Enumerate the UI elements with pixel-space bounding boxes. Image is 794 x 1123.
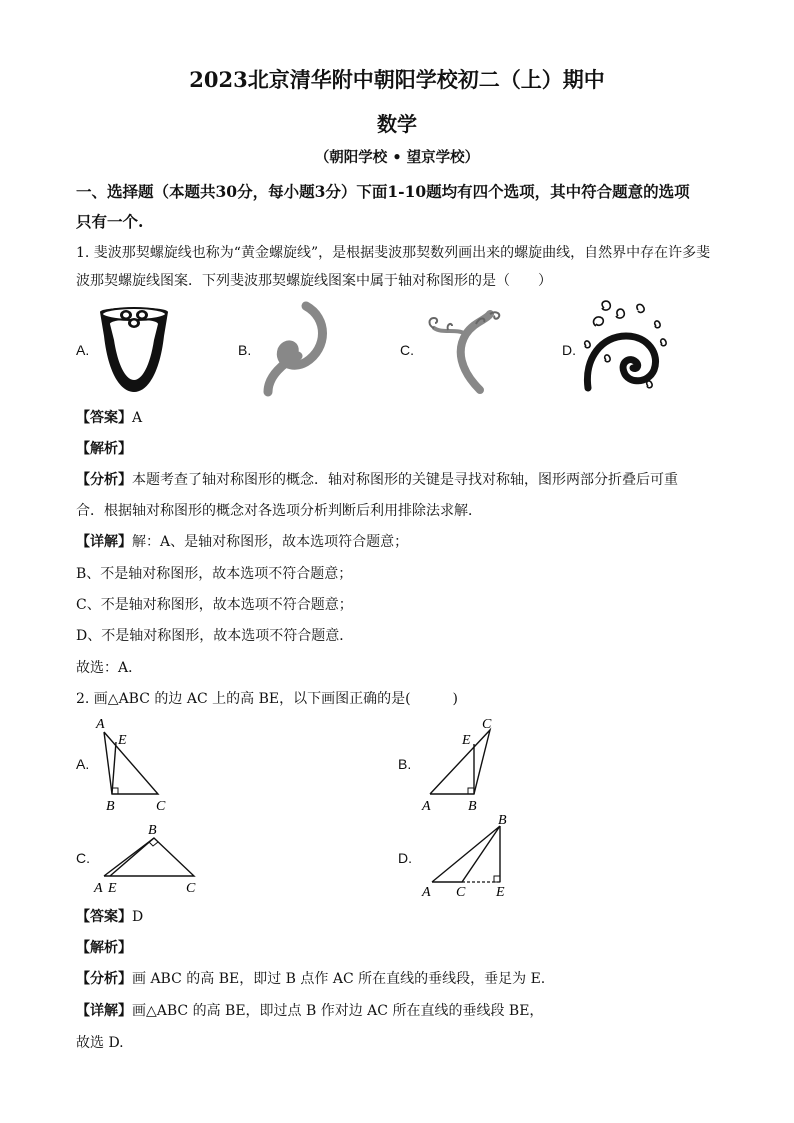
- page-title: 2023北京清华附中朝阳学校初二（上）期中: [189, 67, 605, 92]
- q1-detail-c: C、不是轴对称图形，故本选项不符合题意；: [76, 597, 353, 613]
- q2-stem: 2. 画△ABC 的边 AC 上的高 BE，以下画图正确的是( ): [76, 691, 458, 707]
- label-a: A: [94, 881, 103, 896]
- q2-fenxi: [76, 968, 545, 988]
- q1-figure-b: [262, 304, 328, 396]
- label-c: C: [186, 881, 196, 896]
- section-heading-cont: 只有一个.: [76, 212, 144, 231]
- q1-fenxi-line1: [76, 469, 678, 489]
- label-b: B: [148, 823, 157, 838]
- label-e: E: [462, 733, 471, 748]
- q1-option-b-label: B.: [238, 342, 252, 358]
- label-b: B: [468, 799, 477, 814]
- q2-detail: [76, 1000, 543, 1020]
- q1-stem-line1: 1. 斐波那契螺旋线也称为“黄金螺旋线”，是根据斐波那契数列画出来的螺旋曲线，自然界中存在许多斐: [76, 245, 711, 261]
- label-a: A: [422, 799, 431, 814]
- label-e: E: [108, 881, 117, 896]
- q1-option-d-label: D.: [562, 342, 576, 358]
- q1-analysis-tag: 【解析】: [76, 441, 132, 457]
- q1-option-c-label: C.: [400, 342, 414, 358]
- answer-value: D: [132, 909, 144, 925]
- q2-figure-a: [90, 714, 180, 814]
- q1-figure-c: [424, 306, 504, 392]
- xiangjie-text: 画△ABC 的高 BE，即过点 B 作对边 AC 所在直线的垂线段 BE，: [132, 1003, 544, 1019]
- fenxi-tag: 【分析】: [76, 472, 132, 488]
- q1-figure-a: [94, 302, 174, 396]
- q2-figure-b: [418, 714, 508, 814]
- xiangjie-tag: 【详解】: [76, 534, 132, 550]
- q2-option-a-label: A.: [76, 756, 90, 772]
- q1-conclusion: 故选：A．: [76, 660, 143, 676]
- fenxi-tag: 【分析】: [76, 971, 132, 987]
- q1-figure-d: [578, 296, 670, 396]
- xiangjie-tag: 【详解】: [76, 1003, 132, 1019]
- label-b: B: [106, 799, 115, 814]
- q2-conclusion: 故选 D.: [76, 1035, 124, 1051]
- q1-option-a-label: A.: [76, 342, 90, 358]
- label-c: C: [456, 885, 466, 900]
- q1-detail-line1: [76, 531, 408, 551]
- label-a: A: [96, 717, 105, 732]
- q1-stem-line2: 波那契螺旋线图案．下列斐波那契螺旋线图案中属于轴对称图形的是（ ）: [76, 273, 552, 289]
- label-e: E: [496, 885, 505, 900]
- q1-answer: [76, 407, 142, 427]
- answer-tag: 【答案】: [76, 410, 132, 426]
- q1-fenxi-line2: 合．根据轴对称图形的概念对各选项分析判断后利用排除法求解．: [76, 503, 482, 519]
- label-c: C: [156, 799, 166, 814]
- answer-value: A: [132, 410, 143, 426]
- q2-option-c-label: C.: [76, 850, 90, 866]
- school-subtitle: （朝阳学校 • 望京学校）: [314, 149, 480, 166]
- q1-detail-d: D、不是轴对称图形，故本选项不符合题意．: [76, 628, 354, 644]
- section-heading: 一、选择题（本题共30分，每小题3分）下面1-10题均有四个选项，其中符合题意的选项: [76, 182, 690, 201]
- xiangjie-text: 解：A、是轴对称图形，故本选项符合题意；: [132, 534, 409, 550]
- q2-option-d-label: D.: [398, 850, 412, 866]
- q2-analysis-tag: 【解析】: [76, 940, 132, 956]
- label-a: A: [422, 885, 431, 900]
- fenxi-text: 本题考查了轴对称图形的概念．轴对称图形的关键是寻找对称轴，图形两部分折叠后可重: [132, 472, 678, 488]
- label-c: C: [482, 717, 492, 732]
- q1-detail-b: B、不是轴对称图形，故本选项不符合题意；: [76, 566, 353, 582]
- q2-figure-c: [90, 822, 210, 896]
- fenxi-text: 画 ABC 的高 BE，即过 B 点作 AC 所在直线的垂线段，垂足为 E.: [132, 971, 546, 987]
- label-e: E: [118, 733, 127, 748]
- q2-option-b-label: B.: [398, 756, 412, 772]
- subject-title: 数学: [377, 112, 417, 136]
- answer-tag: 【答案】: [76, 909, 132, 925]
- q2-figure-d: [418, 812, 528, 902]
- label-b: B: [498, 813, 507, 828]
- q2-answer: [76, 906, 143, 926]
